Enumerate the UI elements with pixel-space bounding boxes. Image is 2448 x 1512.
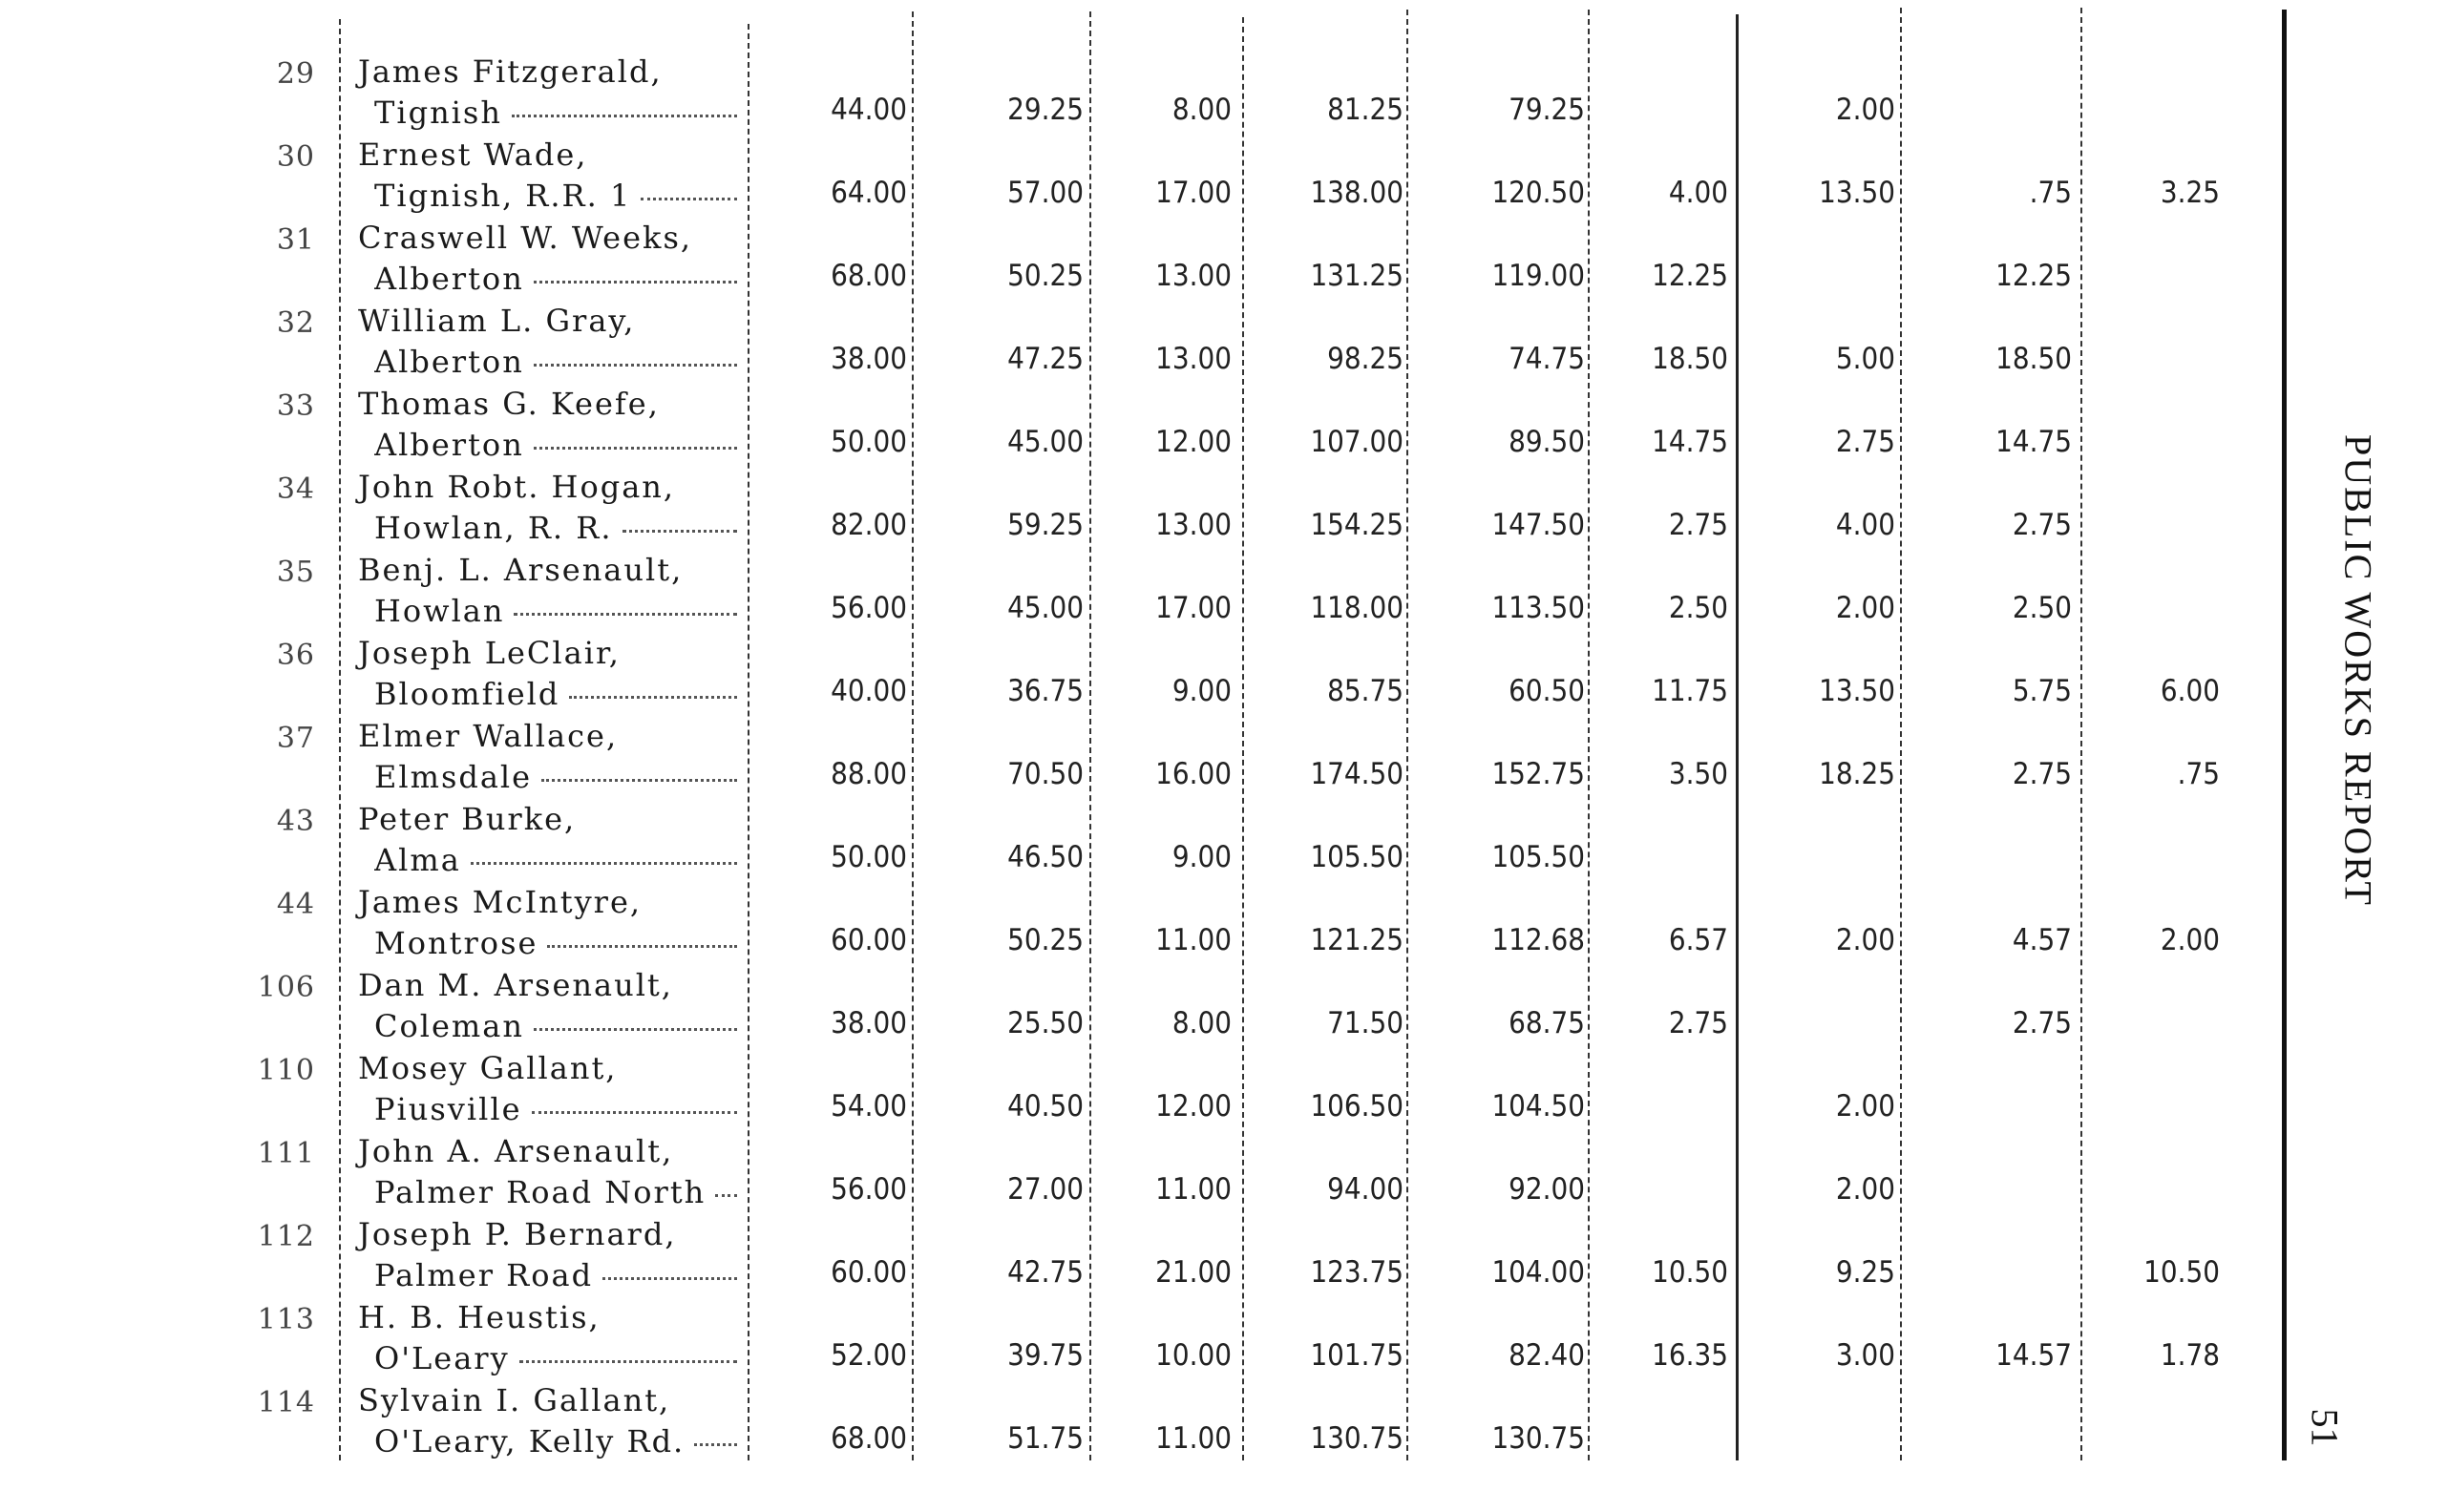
amount-cell: 54.00 [831, 1089, 907, 1124]
person-name: Peter Burke, [358, 801, 577, 837]
entry-number: 29 [276, 57, 315, 91]
locality [374, 842, 737, 878]
amount-cell: 104.00 [1491, 1255, 1585, 1290]
locality-name: Montrose [374, 925, 538, 961]
amount-cell: 11.75 [1652, 674, 1728, 708]
person-name: Joseph P. Bernard, [358, 1216, 677, 1252]
dot-leader [602, 1277, 737, 1280]
amount-cell: 42.75 [1007, 1255, 1084, 1290]
amount-cell: 5.75 [2012, 674, 2072, 708]
locality-name: Bloomfield [374, 676, 560, 712]
amount-cell: 85.75 [1327, 674, 1403, 708]
amount-cell: 3.50 [1668, 757, 1728, 791]
amount-cell: 17.00 [1155, 176, 1232, 210]
page-number-text: 51 [2303, 1408, 2347, 1446]
table-row [0, 1133, 2291, 1216]
amount-cell: 39.75 [1007, 1338, 1084, 1373]
person-name: John A. Arsenault, [358, 1133, 674, 1169]
amount-cell: 147.50 [1491, 508, 1585, 542]
amount-cell: 38.00 [831, 1006, 907, 1040]
person-name: John Robt. Hogan, [358, 469, 676, 505]
amount-cell: 113.50 [1491, 591, 1585, 625]
table-row [0, 635, 2291, 718]
amount-cell: 2.75 [2012, 1006, 2072, 1040]
amount-cell: 121.25 [1310, 923, 1403, 957]
person-name: Dan M. Arsenault, [358, 967, 673, 1003]
table-row [0, 1382, 2291, 1465]
locality-name: Tignish [374, 94, 502, 131]
amount-cell: 2.50 [1668, 591, 1728, 625]
amount-cell: 60.00 [831, 923, 907, 957]
table-row [0, 1050, 2291, 1133]
dot-leader [534, 364, 737, 367]
dot-leader [541, 779, 737, 782]
amount-cell: 60.00 [831, 1255, 907, 1290]
amount-cell: 11.00 [1155, 1421, 1232, 1456]
amount-cell: 47.25 [1007, 342, 1084, 376]
person-name: H. B. Heustis, [358, 1299, 601, 1335]
amount-cell: 130.75 [1310, 1421, 1403, 1456]
amount-cell: 2.00 [2160, 923, 2220, 957]
running-head-text: PUBLIC WORKS REPORT [2336, 434, 2380, 907]
amount-cell: 40.00 [831, 674, 907, 708]
amount-cell: 9.00 [1171, 840, 1232, 874]
locality [374, 925, 737, 961]
amount-cell: 81.25 [1327, 93, 1403, 127]
entry-number: 37 [276, 722, 315, 755]
entry-number: 35 [276, 556, 315, 589]
amount-cell: 14.75 [1995, 425, 2072, 459]
amount-cell: 4.00 [1668, 176, 1728, 210]
amount-cell: 1.78 [2160, 1338, 2220, 1373]
entry-number: 34 [276, 472, 315, 506]
amount-cell: 11.00 [1155, 1172, 1232, 1207]
locality-name: Alberton [374, 344, 524, 380]
amount-cell: 12.00 [1155, 1089, 1232, 1124]
amount-cell: 4.57 [2012, 923, 2072, 957]
amount-cell: 89.50 [1509, 425, 1585, 459]
amount-cell: 10.00 [1155, 1338, 1232, 1373]
amount-cell: 112.68 [1491, 923, 1585, 957]
table-row [0, 53, 2291, 136]
person-name: Elmer Wallace, [358, 718, 619, 754]
dot-leader [532, 1111, 737, 1114]
locality [374, 261, 737, 297]
dot-leader [519, 1360, 737, 1363]
amount-cell: 25.50 [1007, 1006, 1084, 1040]
amount-cell: 118.00 [1310, 591, 1403, 625]
amount-cell: 2.00 [1835, 93, 1895, 127]
table-row [0, 1299, 2291, 1382]
amount-cell: 10.50 [1652, 1255, 1728, 1290]
amount-cell: 2.75 [2012, 508, 2072, 542]
person-name: Joseph LeClair, [358, 635, 621, 671]
amount-cell: 2.00 [1835, 1089, 1895, 1124]
amount-cell: 82.40 [1509, 1338, 1585, 1373]
amount-cell: .75 [2177, 757, 2220, 791]
locality [374, 1008, 737, 1044]
amount-cell: 2.75 [1668, 1006, 1728, 1040]
dot-leader [512, 115, 737, 117]
table-row [0, 386, 2291, 469]
entry-number: 31 [276, 223, 315, 257]
amount-cell: 13.00 [1155, 259, 1232, 293]
person-name: Mosey Gallant, [358, 1050, 618, 1086]
amount-cell: 64.00 [831, 176, 907, 210]
amount-cell: 8.00 [1171, 1006, 1232, 1040]
amount-cell: 46.50 [1007, 840, 1084, 874]
amount-cell: 154.25 [1310, 508, 1403, 542]
amount-cell: 82.00 [831, 508, 907, 542]
amount-cell: 106.50 [1310, 1089, 1403, 1124]
locality-name: Piusville [374, 1091, 522, 1127]
amount-cell: 123.75 [1310, 1255, 1403, 1290]
amount-cell: 131.25 [1310, 259, 1403, 293]
locality [374, 1257, 737, 1293]
amount-cell: 18.25 [1819, 757, 1895, 791]
amount-cell: 119.00 [1491, 259, 1585, 293]
locality [374, 510, 737, 546]
amount-cell: 6.57 [1668, 923, 1728, 957]
entry-number: 111 [257, 1137, 315, 1170]
dot-leader [569, 696, 737, 699]
table-row [0, 469, 2291, 552]
locality [374, 676, 737, 712]
locality-name: Tignish, R.R. 1 [374, 178, 632, 214]
entry-number: 114 [257, 1386, 315, 1419]
table-row [0, 1216, 2291, 1299]
amount-cell: 2.50 [2012, 591, 2072, 625]
dot-leader [471, 862, 737, 865]
person-name: James McIntyre, [358, 884, 643, 920]
entry-number: 30 [276, 140, 315, 174]
locality-name: Alma [374, 842, 461, 878]
person-name: Sylvain I. Gallant, [358, 1382, 671, 1418]
amount-cell: 71.50 [1327, 1006, 1403, 1040]
amount-cell: 105.50 [1491, 840, 1585, 874]
locality [374, 94, 737, 131]
amount-cell: 2.75 [1668, 508, 1728, 542]
locality-name: Elmsdale [374, 759, 533, 795]
locality [374, 178, 737, 214]
entry-number: 110 [257, 1054, 315, 1087]
locality-name: Coleman [374, 1008, 524, 1044]
table-row [0, 220, 2291, 303]
locality-name: O'Leary, Kelly Rd. [374, 1423, 686, 1460]
amount-cell: 50.25 [1007, 923, 1084, 957]
amount-cell: 52.00 [831, 1338, 907, 1373]
amount-cell: 98.25 [1327, 342, 1403, 376]
locality [374, 1091, 737, 1127]
table-row [0, 884, 2291, 967]
table-row [0, 718, 2291, 801]
entry-number: 36 [276, 639, 315, 672]
dot-leader [534, 1028, 737, 1031]
locality-name: Alberton [374, 261, 524, 297]
amount-cell: 2.00 [1835, 1172, 1895, 1207]
amount-cell: 56.00 [831, 1172, 907, 1207]
amount-cell: 45.00 [1007, 591, 1084, 625]
dot-leader [534, 447, 737, 450]
amount-cell: 68.00 [831, 259, 907, 293]
amount-cell: 50.25 [1007, 259, 1084, 293]
person-name: Craswell W. Weeks, [358, 220, 693, 256]
amount-cell: 60.50 [1509, 674, 1585, 708]
amount-cell: 88.00 [831, 757, 907, 791]
entry-number: 33 [276, 389, 315, 423]
amount-cell: 57.00 [1007, 176, 1084, 210]
amount-cell: 3.00 [1835, 1338, 1895, 1373]
locality [374, 1174, 737, 1210]
amount-cell: 101.75 [1310, 1338, 1403, 1373]
amount-cell: 50.00 [831, 425, 907, 459]
amount-cell: 21.00 [1155, 1255, 1232, 1290]
page-number [2296, 1389, 2353, 1465]
amount-cell: 38.00 [831, 342, 907, 376]
amount-cell: 59.25 [1007, 508, 1084, 542]
person-name: Benj. L. Arsenault, [358, 552, 684, 588]
amount-cell: 2.00 [1835, 591, 1895, 625]
amount-cell: 2.00 [1835, 923, 1895, 957]
amount-cell: 2.75 [2012, 757, 2072, 791]
dot-leader [514, 613, 737, 616]
locality-name: Howlan, R. R. [374, 510, 613, 546]
amount-cell: 27.00 [1007, 1172, 1084, 1207]
amount-cell: 6.00 [2160, 674, 2220, 708]
dot-leader [715, 1194, 737, 1197]
amount-cell: 13.00 [1155, 508, 1232, 542]
amount-cell: 44.00 [831, 93, 907, 127]
amount-cell: 107.00 [1310, 425, 1403, 459]
entry-number: 44 [276, 888, 315, 921]
amount-cell: 14.75 [1652, 425, 1728, 459]
table-row [0, 303, 2291, 386]
entry-number: 43 [276, 805, 315, 838]
amount-cell: .75 [2029, 176, 2072, 210]
entry-number: 112 [257, 1220, 315, 1253]
amount-cell: 17.00 [1155, 591, 1232, 625]
amount-cell: 105.50 [1310, 840, 1403, 874]
locality [374, 1423, 737, 1460]
amount-cell: 13.50 [1819, 176, 1895, 210]
locality [374, 427, 737, 463]
amount-cell: 74.75 [1509, 342, 1585, 376]
amount-cell: 36.75 [1007, 674, 1084, 708]
amount-cell: 94.00 [1327, 1172, 1403, 1207]
amount-cell: 50.00 [831, 840, 907, 874]
amount-cell: 120.50 [1491, 176, 1585, 210]
table-row [0, 801, 2291, 884]
amount-cell: 13.00 [1155, 342, 1232, 376]
amount-cell: 92.00 [1509, 1172, 1585, 1207]
amount-cell: 104.50 [1491, 1089, 1585, 1124]
amount-cell: 56.00 [831, 591, 907, 625]
dot-leader [547, 945, 737, 948]
amount-cell: 16.00 [1155, 757, 1232, 791]
amount-cell: 2.75 [1835, 425, 1895, 459]
dot-leader [641, 198, 737, 200]
amount-cell: 45.00 [1007, 425, 1084, 459]
entry-number: 32 [276, 306, 315, 340]
table-row [0, 136, 2291, 220]
amount-cell: 18.50 [1995, 342, 2072, 376]
amount-cell: 68.75 [1509, 1006, 1585, 1040]
amount-cell: 11.00 [1155, 923, 1232, 957]
amount-cell: 29.25 [1007, 93, 1084, 127]
amount-cell: 51.75 [1007, 1421, 1084, 1456]
locality-name: Palmer Road North [374, 1174, 707, 1210]
amount-cell: 12.25 [1995, 259, 2072, 293]
amount-cell: 8.00 [1171, 93, 1232, 127]
locality-name: Howlan [374, 593, 505, 629]
amount-cell: 79.25 [1509, 93, 1585, 127]
entry-number: 113 [257, 1303, 315, 1336]
amount-cell: 4.00 [1835, 508, 1895, 542]
amount-cell: 9.25 [1835, 1255, 1895, 1290]
table-row [0, 967, 2291, 1050]
running-head [2287, 434, 2430, 1026]
amount-cell: 130.75 [1491, 1421, 1585, 1456]
amount-cell: 12.25 [1652, 259, 1728, 293]
person-name: Thomas G. Keefe, [358, 386, 660, 422]
person-name: Ernest Wade, [358, 136, 588, 173]
amount-cell: 174.50 [1310, 757, 1403, 791]
amount-cell: 138.00 [1310, 176, 1403, 210]
dot-leader [623, 530, 737, 533]
dot-leader [534, 281, 737, 284]
amount-cell: 5.00 [1835, 342, 1895, 376]
entry-number: 106 [257, 971, 315, 1004]
locality-name: Alberton [374, 427, 524, 463]
locality [374, 344, 737, 380]
amount-cell: 152.75 [1491, 757, 1585, 791]
amount-cell: 9.00 [1171, 674, 1232, 708]
locality-name: Palmer Road [374, 1257, 594, 1293]
locality [374, 593, 737, 629]
table-row [0, 552, 2291, 635]
amount-cell: 10.50 [2143, 1255, 2220, 1290]
person-name: James Fitzgerald, [358, 53, 663, 90]
person-name: William L. Gray, [358, 303, 636, 339]
dot-leader [694, 1443, 737, 1446]
amount-cell: 68.00 [831, 1421, 907, 1456]
amount-cell: 70.50 [1007, 757, 1084, 791]
amount-cell: 18.50 [1652, 342, 1728, 376]
locality [374, 759, 737, 795]
locality-name: O'Leary [374, 1340, 510, 1376]
amount-cell: 13.50 [1819, 674, 1895, 708]
amount-cell: 3.25 [2160, 176, 2220, 210]
amount-cell: 40.50 [1007, 1089, 1084, 1124]
amount-cell: 14.57 [1995, 1338, 2072, 1373]
amount-cell: 16.35 [1652, 1338, 1728, 1373]
amount-cell: 12.00 [1155, 425, 1232, 459]
locality [374, 1340, 737, 1376]
